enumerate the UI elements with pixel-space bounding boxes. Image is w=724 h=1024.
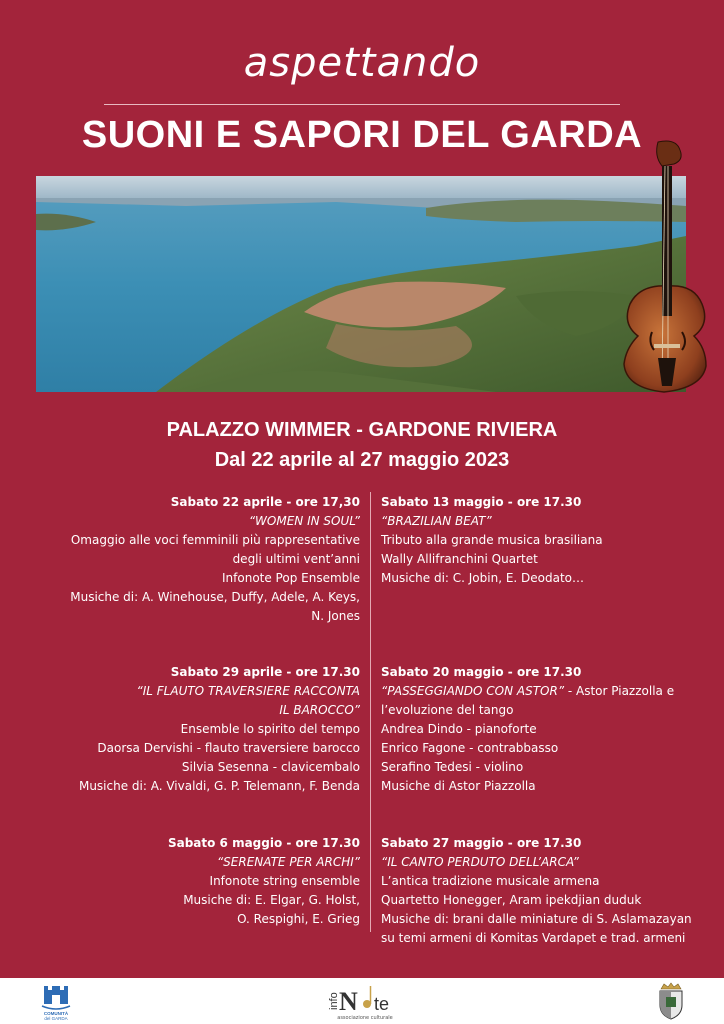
event-when: Sabato 6 maggio - ore 17.30 (167, 836, 360, 850)
comunita-logo-line1: COMUNITÀ (43, 1011, 69, 1016)
event-title: “WOMEN IN SOUL” (248, 514, 360, 528)
event-line: Andrea Dindo - pianoforte (381, 722, 537, 736)
event-line: Serafino Tedesi - violino (381, 760, 524, 774)
event-when: Sabato 20 maggio - ore 17.30 (381, 665, 582, 679)
comune-crest-logo (656, 981, 686, 1021)
event-line: Musiche di: E. Elgar, G. Holst, (183, 893, 360, 907)
venue-heading: PALAZZO WIMMER - GARDONE RIVIERA (166, 419, 558, 441)
event-line: l’evoluzione del tango (381, 703, 514, 717)
event-line: Musiche di: A. Winehouse, Duffy, Adele, A. Keys, (70, 590, 360, 604)
event-title-line (381, 682, 711, 701)
title-rule (104, 104, 620, 105)
event-title: “BRAZILIAN BEAT” (381, 514, 492, 528)
lake-photo (36, 176, 686, 392)
event-title: “PASSEGGIANDO CON ASTOR” (381, 684, 565, 698)
event-when: Sabato 22 aprile - ore 17,30 (170, 495, 360, 509)
event-when: Sabato 29 aprile - ore 17.30 (170, 665, 360, 679)
infonote-logo-info: info (328, 992, 340, 1010)
event-line: Quartetto Honegger, Aram ipekdjian duduk (381, 893, 642, 907)
event-line: Silvia Sesenna - clavicembalo (181, 760, 360, 774)
event-title-suffix: - Astor Piazzolla e (564, 684, 675, 698)
event-line: degli ultimi vent’anni (232, 552, 360, 566)
event-line: Daorsa Dervishi - flauto traversiere barocco (97, 741, 360, 755)
event-line: Musiche di: C. Jobin, E. Deodato… (381, 571, 585, 585)
event-6-maggio (20, 834, 360, 929)
infonote-subtitle: associazione culturale (337, 1015, 393, 1021)
column-divider (370, 492, 371, 932)
event-line: Ensemble lo spirito del tempo (180, 722, 360, 736)
event-line: Tributo alla grande musica brasiliana (381, 533, 603, 547)
event-when: Sabato 13 maggio - ore 17.30 (381, 495, 582, 509)
event-title: “SERENATE PER ARCHI” (216, 855, 360, 869)
event-title: “IL FLAUTO TRAVERSIERE RACCONTA (136, 684, 360, 698)
event-27-maggio (381, 834, 711, 948)
event-line: L’antica tradizione musicale armena (381, 874, 600, 888)
event-title-cont: IL BAROCCO” (279, 703, 360, 717)
event-20-maggio (381, 663, 711, 796)
event-line: Musiche di Astor Piazzolla (381, 779, 536, 793)
event-line: Enrico Fagone - contrabbasso (381, 741, 559, 755)
event-line: Wally Allifranchini Quartet (381, 552, 538, 566)
kicker-text: aspettando (243, 40, 481, 86)
event-line: Musiche di: A. Vivaldi, G. P. Telemann, F. Benda (78, 779, 360, 793)
event-13-maggio (381, 493, 711, 588)
event-line: Infonote string ensemble (209, 874, 360, 888)
event-when: Sabato 27 maggio - ore 17.30 (381, 836, 582, 850)
comunita-logo-line2: del GARDA (44, 1016, 68, 1021)
event-line: N. Jones (311, 609, 360, 623)
event-line: O. Respighi, E. Grieg (237, 912, 360, 926)
event-29-aprile (20, 663, 360, 796)
poster-title: SUONI E SAPORI DEL GARDA (81, 114, 643, 156)
event-22-aprile (20, 493, 360, 626)
infonote-logo-n: N (339, 987, 358, 1016)
comunita-del-garda-logo (38, 982, 74, 1022)
infonote-logo-te: te (374, 994, 390, 1014)
event-line: su temi armeni di Komitas Vardapet e trad. armeni (381, 931, 686, 945)
event-title: “IL CANTO PERDUTO DELL’ARCA” (381, 855, 579, 869)
date-range: Dal 22 aprile al 27 maggio 2023 (214, 449, 510, 471)
event-line: Infonote Pop Ensemble (222, 571, 360, 585)
infonote-logo (325, 980, 405, 1022)
event-line: Omaggio alle voci femminili più rappresentative (70, 533, 360, 547)
event-line: Musiche di: brani dalle miniature di S. Aslamazayan (381, 912, 692, 926)
violin-image (610, 136, 722, 396)
